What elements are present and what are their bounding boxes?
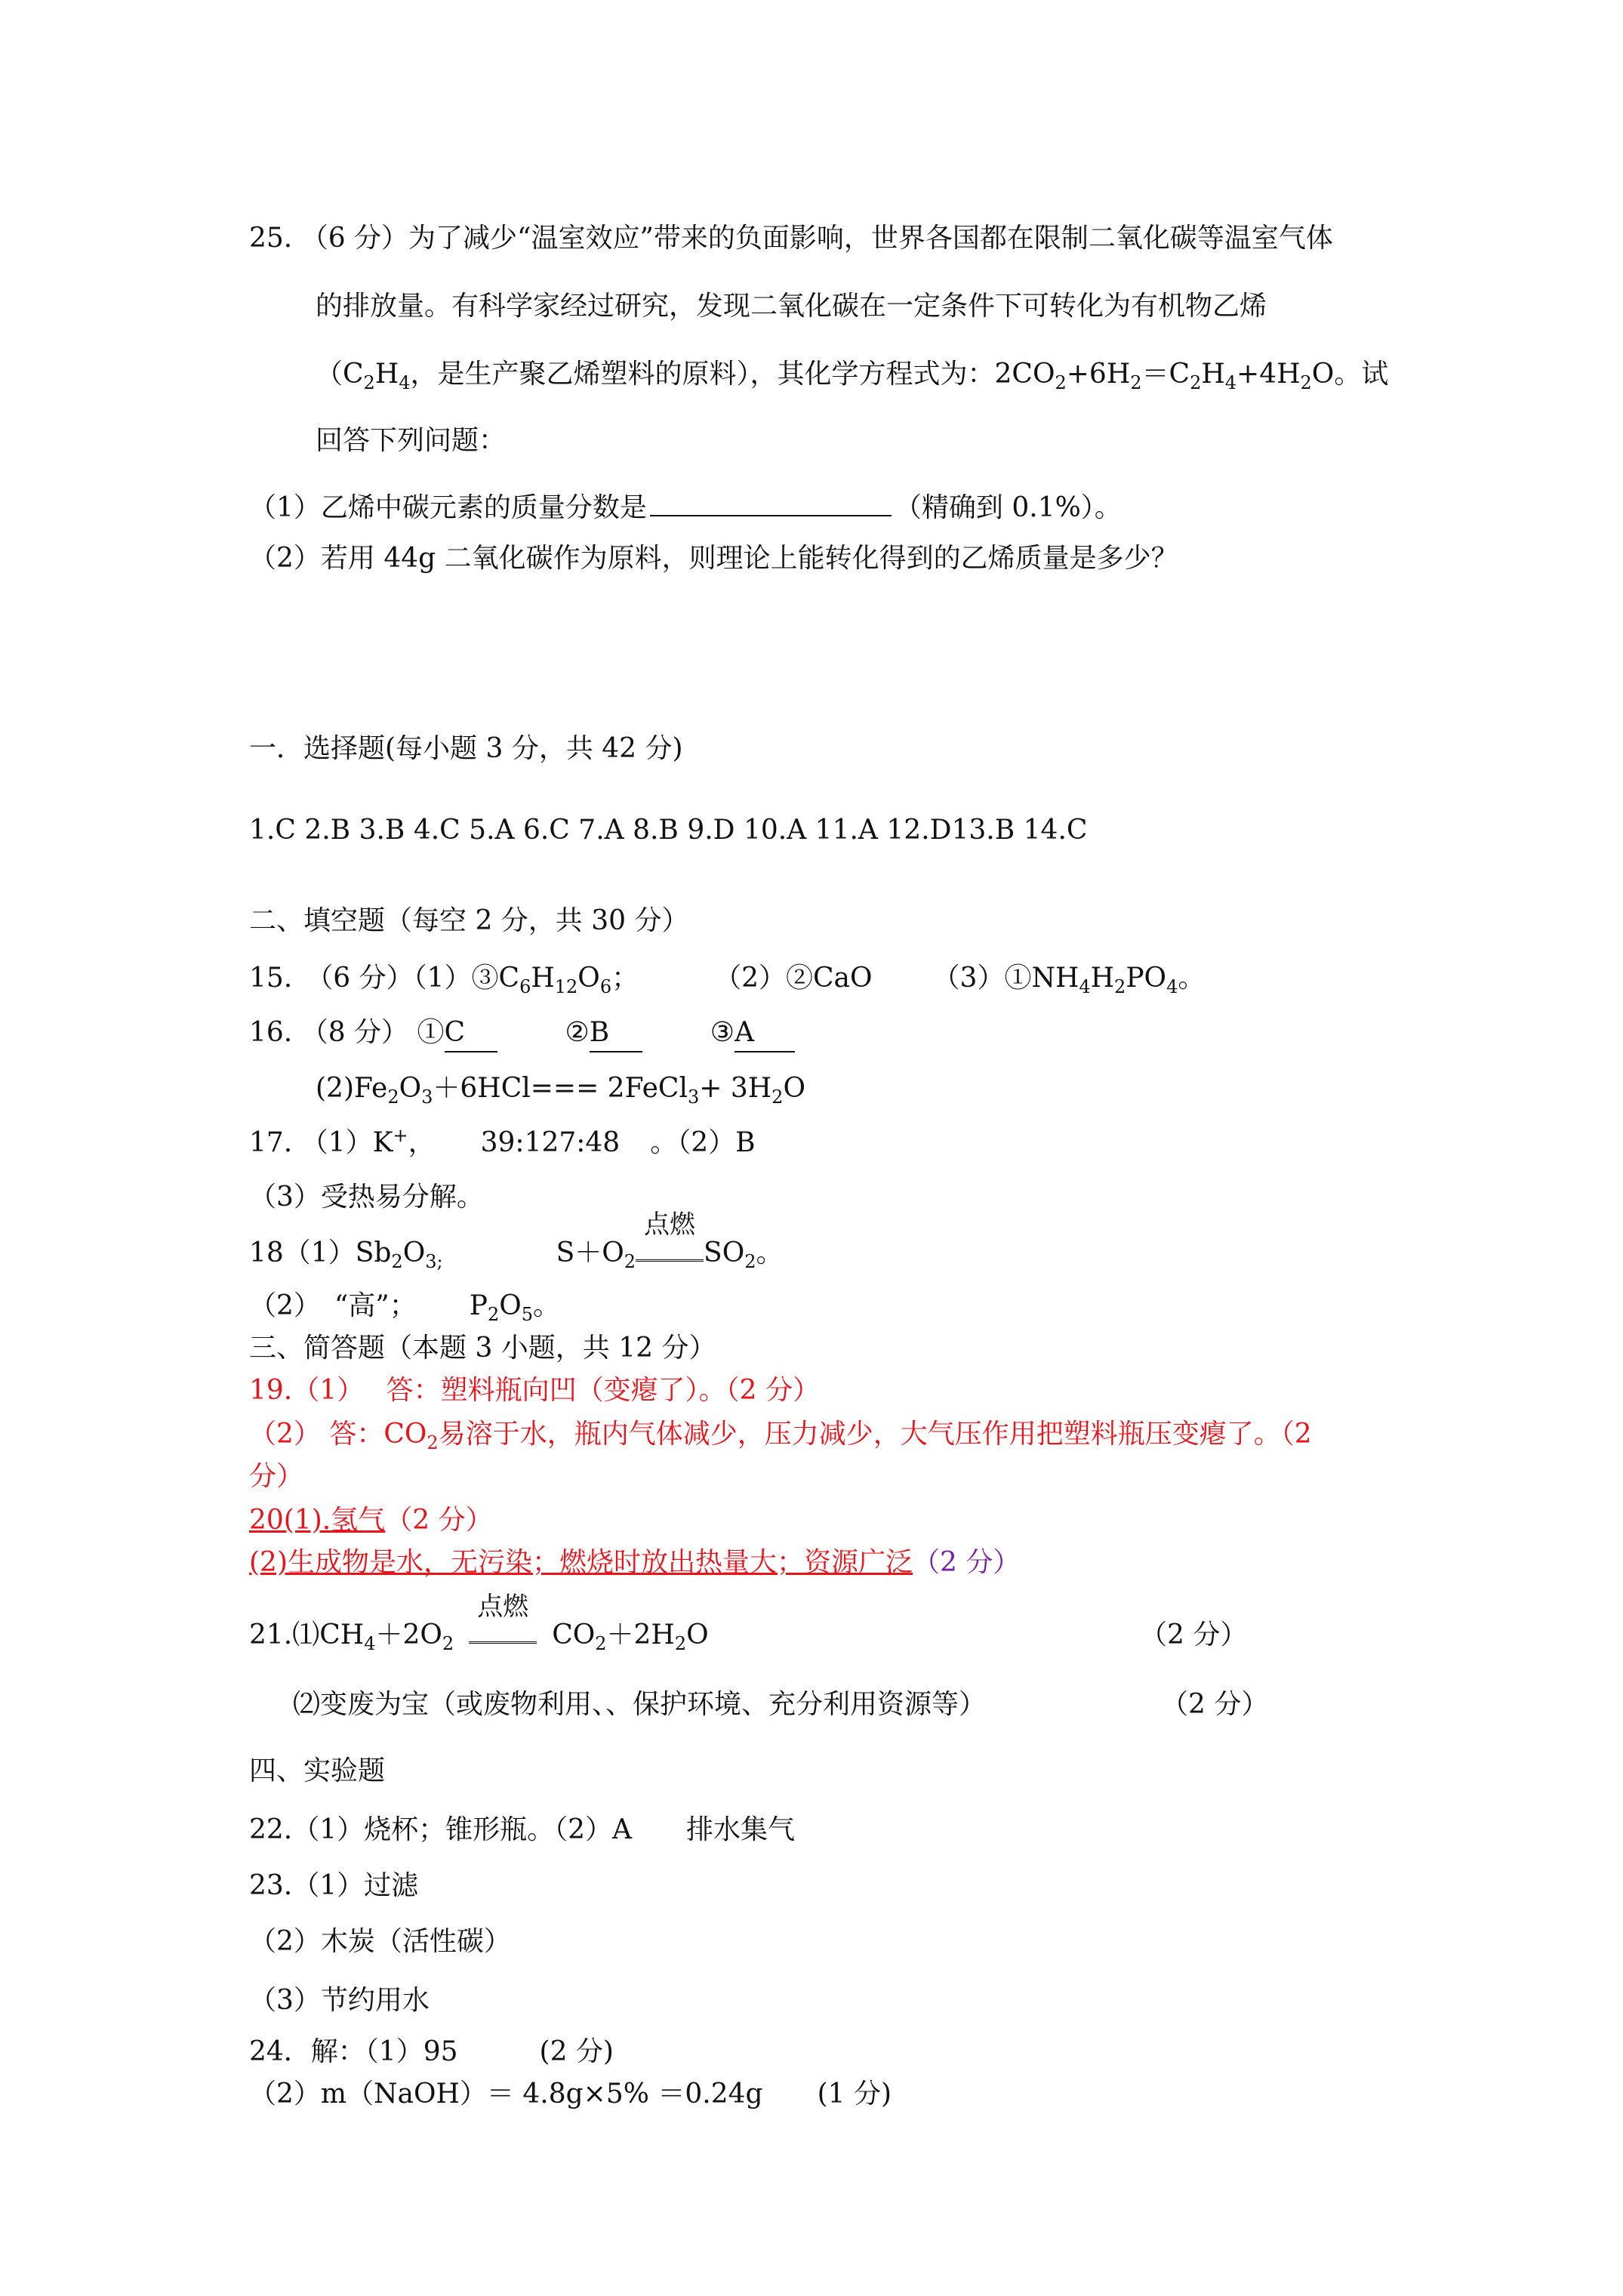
answer-23-2: （2）木炭（活性碳） bbox=[249, 1926, 511, 1957]
section4-title: 四、实验题 bbox=[249, 1755, 386, 1786]
answer-20-1: 20(1).氢气（2 分） bbox=[249, 1505, 493, 1536]
q25-sub2: （2）若用 44g 二氧化碳作为原料，则理论上能转化得到的乙烯质量是多少？ bbox=[249, 543, 1178, 574]
answer-24-1: 24．解：（1）95 (2 分) bbox=[249, 2036, 614, 2067]
answer-21-2-score: （2 分） bbox=[1161, 1689, 1269, 1720]
answer-18: $18(1)Sb_2O_{3;}$ $S+O_2$ 点燃 $SO_2$。 bbox=[249, 1210, 784, 1273]
answer-23-1: 23.（1）过滤 bbox=[249, 1870, 419, 1901]
q25-line1: 25. （6 分）为了减少“温室效应”带来的负面影响，世界各国都在限制二氧化碳等温室气体 bbox=[249, 223, 1333, 254]
answer-17: 17. （1）K+， 39:127:48 。（2）B bbox=[249, 1125, 756, 1158]
section1-answers: 1.C 2.B 3.B 4.C 5.A 6.C 7.A 8.B 9.D 10.A 11.A 12.D13.B 14.C bbox=[249, 815, 1088, 846]
answer-24-2: （2）m（NaOH）＝ 4.8g×5% ＝0.24g (1 分) bbox=[249, 2079, 892, 2110]
answer-19-2: （2） 答：$CO_2$易溶于水，瓶内气体减少，压力减少，大气压作用把塑料瓶压变瘪了。（2 bbox=[249, 1419, 1312, 1454]
answer-20-2: (2)生成物是水，无污染；燃烧时放出热量大；资源广泛（2 分） bbox=[249, 1547, 1021, 1578]
answer-19-1: 19.（1） 答：塑料瓶向凹（变瘪了）。（2 分） bbox=[249, 1375, 820, 1406]
q25-sub1: （1）乙烯中碳元素的质量分数是 （精确到 0.1%）。 bbox=[249, 488, 1122, 526]
answer-21-score: （2 分） bbox=[1140, 1620, 1248, 1650]
answer-21: $21.⑴CH_4+2O_2$ 点燃 $CO_2+2H_2O$ bbox=[249, 1592, 709, 1655]
reaction-condition: 点燃 bbox=[636, 1235, 704, 1271]
answer-15: 15. （6 分）$(1)③C_6H_{12}O_6$； （2）②CaO $(3)①NH_4H_2PO_4$。 bbox=[249, 963, 1206, 998]
answer-16: 16. （8 分） ①C ②B ③A bbox=[249, 1015, 795, 1052]
reaction-condition: 点燃 bbox=[469, 1617, 537, 1653]
answer-18-2: （2） “高”； $P_2O_5$。 bbox=[249, 1290, 561, 1326]
section1-title: 一．选择题(每小题 3 分，共 42 分) bbox=[249, 733, 683, 764]
answer-21-2: ⑵变废为宝（或废物利用、、保护环境、充分利用资源等） bbox=[293, 1689, 987, 1720]
answer-23-3: （3）节约用水 bbox=[249, 1985, 430, 2016]
answer-blank[interactable] bbox=[650, 488, 892, 516]
answer-22: 22.（1）烧杯；锥形瓶。（2）A 排水集气 bbox=[249, 1814, 796, 1845]
q25-line4: 回答下列问题： bbox=[316, 425, 507, 456]
answer-19-2-cont: 分） bbox=[249, 1461, 304, 1492]
answer-17-3: （3）受热易分解。 bbox=[249, 1182, 484, 1213]
section3-title: 三、简答题（本题 3 小题，共 12 分） bbox=[249, 1333, 716, 1364]
q25-line2: 的排放量。有科学家经过研究，发现二氧化碳在一定条件下可转化为有机物乙烯 bbox=[316, 291, 1267, 322]
answer-16-2: $(2)Fe_2O_3+6HCl===$ 2FeCl$_3$+ $3H_2O$ bbox=[316, 1073, 805, 1108]
q25-line3: （$C_2H_4$，是生产聚乙烯塑料的原料），其化学方程式为：$2CO_2+6H_2=C_2H_4+4H_2O$。试 bbox=[316, 359, 1389, 394]
section2-title: 二、填空题（每空 2 分，共 30 分） bbox=[249, 905, 689, 936]
